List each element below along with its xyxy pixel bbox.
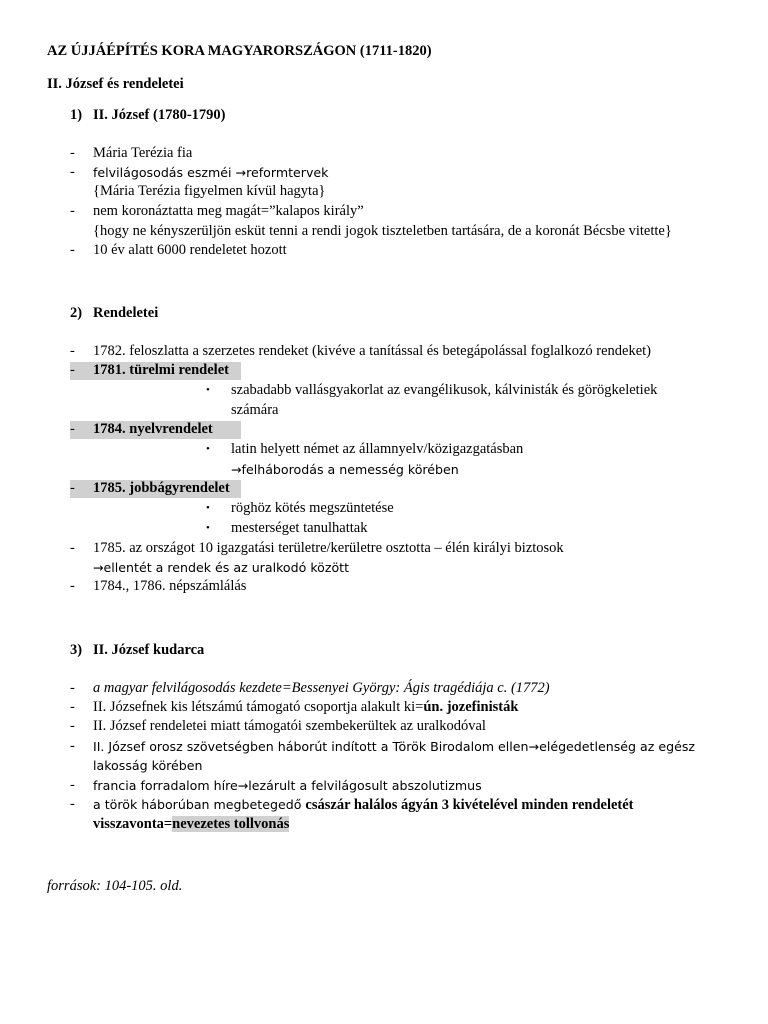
s2-item-1: 1782. feloszlatta a szerzetes rendeket (kivéve a tanítással és betegápolással foglalkozó rendeket) <box>93 343 652 359</box>
dash-marker: - <box>70 578 75 594</box>
dash-marker: - <box>70 680 75 696</box>
dash-marker: - <box>70 796 75 812</box>
dash-marker: - <box>70 777 75 793</box>
dash-marker: - <box>70 540 75 556</box>
s2-item-2-sub: szabadabb vallásgyakorlat az evangélikusok, kálvinisták és görögkeletiek <box>231 382 658 398</box>
s3-item-2-term: ún. jozefinisták <box>423 699 519 715</box>
dash-marker: - <box>70 718 75 734</box>
dash-marker: - <box>70 362 75 378</box>
s2-item-3: 1784. nyelvrendelet <box>93 421 213 437</box>
section-2-number: 2) <box>70 305 83 321</box>
dash-marker: - <box>70 242 75 258</box>
source-reference: források: 104-105. old. <box>47 878 183 894</box>
s3-item-6-emphasis: császár halálos ágyán 3 kivételével minden rendeletét <box>305 797 634 813</box>
bullet-marker: • <box>206 502 210 514</box>
s1-item-4: 10 év alatt 6000 rendeletet hozott <box>93 242 287 258</box>
dash-marker: - <box>70 421 75 437</box>
document-title: AZ ÚJJÁÉPÍTÉS KORA MAGYARORSZÁGON (1711-1820) <box>47 43 432 59</box>
s2-item-3-sub-cont: →felháborodás a nemesség körében <box>231 462 459 477</box>
s3-item-4-cont: lakosság körében <box>93 758 203 773</box>
dash-marker: - <box>70 164 75 180</box>
dash-marker: - <box>70 699 75 715</box>
s3-item-2-text: II. Józsefnek kis létszámú támogató csoportja alakult ki= <box>93 699 424 715</box>
dash-marker: - <box>70 480 75 496</box>
s3-item-3: II. József rendeletei miatt támogatói szembekerültek az uralkodóval <box>93 718 486 734</box>
s1-item-2-note: {Mária Terézia figyelmen kívül hagyta} <box>93 183 326 199</box>
s2-item-5: 1785. az országot 10 igazgatási területre/kerületre osztotta – élén királyi biztosok <box>93 540 564 556</box>
dash-marker: - <box>70 343 75 359</box>
s1-item-3: nem koronáztatta meg magát=”kalapos király” <box>93 203 364 219</box>
s1-item-1: Mária Terézia fia <box>93 145 193 161</box>
s1-item-3-note: {hogy ne kényszerüljön esküt tenni a rendi jogok tiszteletben tartására, de a koronát Bécsbe vitette} <box>93 223 672 239</box>
section-3-number: 3) <box>70 642 83 658</box>
section-1-number: 1) <box>70 107 83 123</box>
section-subtitle: II. József és rendeletei <box>47 76 184 92</box>
s2-item-2-sub-cont: számára <box>231 402 279 418</box>
section-3-heading: II. József kudarca <box>93 642 205 658</box>
s3-item-2 <box>93 698 518 718</box>
bullet-marker: • <box>206 522 210 534</box>
bullet-marker: • <box>206 443 210 455</box>
s3-item-4: II. József orosz szövetségben háborút indított a Török Birodalom ellen→elégedetlenség az egész <box>93 739 696 754</box>
dash-marker: - <box>70 145 75 161</box>
s2-item-5-note: →ellentét a rendek és az uralkodó között <box>93 560 350 575</box>
s3-item-6-emphasis-cont: visszavonta= <box>93 816 173 832</box>
s2-item-2: 1781. türelmi rendelet <box>93 362 229 378</box>
dash-marker: - <box>70 203 75 219</box>
s2-item-6: 1784., 1786. népszámlálás <box>93 578 247 594</box>
s3-item-5: francia forradalom híre→lezárult a felvilágosult abszolutizmus <box>93 778 482 793</box>
s2-item-4: 1785. jobbágyrendelet <box>93 480 230 496</box>
bullet-marker: • <box>206 384 210 396</box>
s3-item-1: a magyar felvilágosodás kezdete=Bessenyei György: Ágis tragédiája c. (1772) <box>93 680 550 696</box>
s2-item-4-sub-1: röghöz kötés megszüntetése <box>231 500 394 516</box>
dash-marker: - <box>70 738 75 754</box>
section-2-heading: Rendeletei <box>93 305 159 321</box>
section-1-heading: II. József (1780-1790) <box>93 107 226 123</box>
s2-item-4-sub-2: mesterséget tanulhattak <box>231 520 368 536</box>
s3-item-6-text: a török háborúban megbetegedő <box>93 797 306 812</box>
s3-item-6 <box>93 795 634 816</box>
highlighted-term: nevezetes tollvonás <box>172 816 290 832</box>
s3-item-6-cont <box>93 815 289 835</box>
s2-item-3-sub: latin helyett német az államnyelv/közigazgatásban <box>231 441 524 457</box>
s1-item-2: felvilágosodás eszméi →reformtervek <box>93 165 329 180</box>
